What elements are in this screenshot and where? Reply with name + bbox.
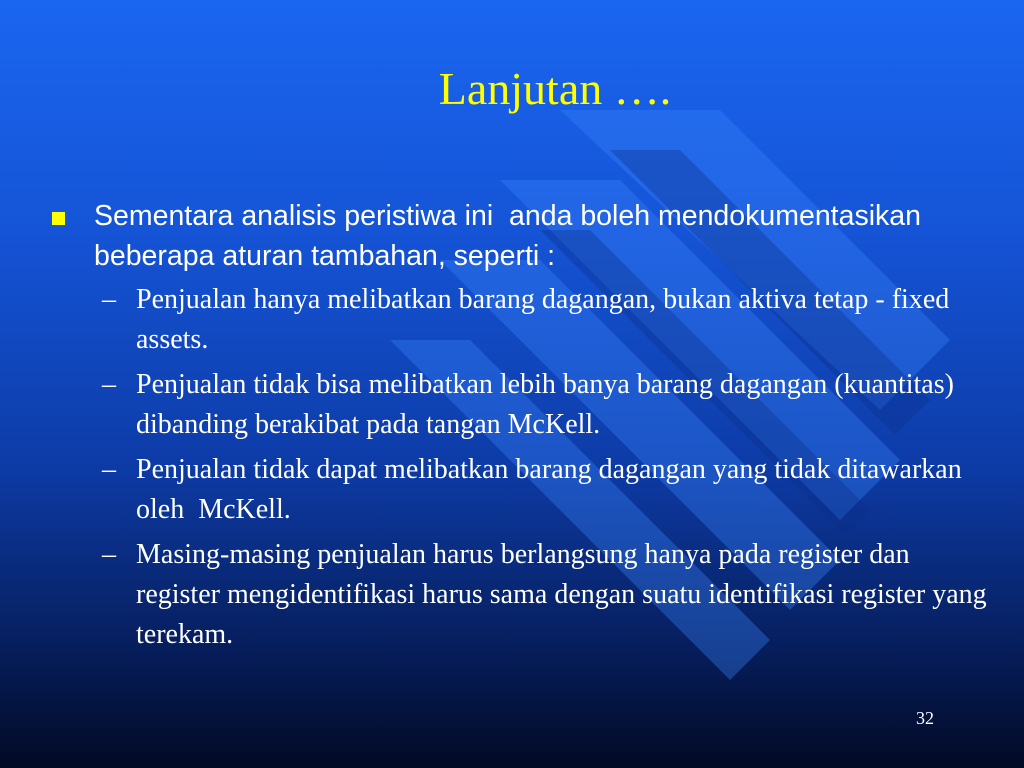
- sub-bullet-list: [52, 280, 992, 655]
- dash-marker: –: [102, 369, 116, 400]
- bullet-item: [52, 196, 992, 276]
- slide-content: [52, 196, 992, 660]
- sub-bullet-text: Penjualan hanya melibatkan barang dagangan, bukan aktiva tetap - fixed assets.: [136, 284, 957, 355]
- sub-bullet-item: [52, 365, 992, 445]
- sub-bullet-text: Penjualan tidak dapat melibatkan barang dagangan yang tidak ditawarkan oleh McKell.: [136, 454, 969, 525]
- slide-title: Lanjutan ….: [438, 63, 672, 114]
- dash-marker: –: [102, 539, 116, 570]
- sub-bullet-text: Masing-masing penjualan harus berlangsung hanya pada register dan register mengidentifikasi harus sama dengan suatu identifikasi register yang terekam.: [136, 539, 994, 650]
- dash-marker: –: [102, 284, 116, 315]
- sub-bullet-item: [52, 535, 992, 655]
- sub-bullet-item: [52, 280, 992, 360]
- square-bullet-icon: [52, 212, 65, 225]
- sub-bullet-text: Penjualan tidak bisa melibatkan lebih banya barang dagangan (kuantitas) dibanding berakibat pada tangan McKell.: [136, 369, 961, 440]
- sub-bullet-item: [52, 450, 992, 530]
- dash-marker: –: [102, 454, 116, 485]
- bullet-text: Sementara analisis peristiwa ini anda boleh mendokumentasikan beberapa aturan tambahan, seperti :: [94, 200, 929, 272]
- page-number: 32: [916, 708, 934, 728]
